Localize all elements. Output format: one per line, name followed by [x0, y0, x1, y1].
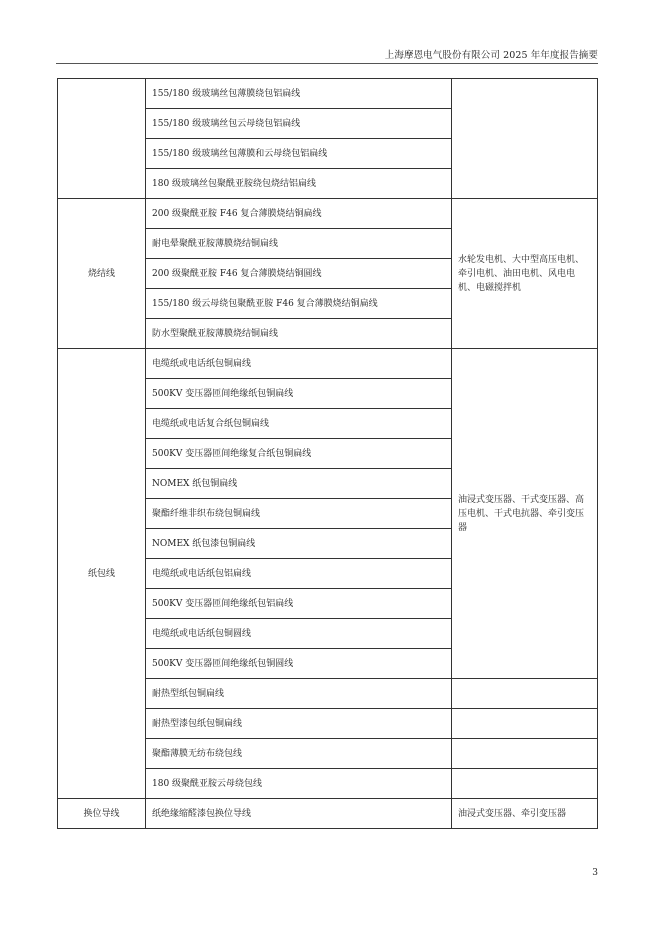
application-cell-empty: [452, 709, 598, 739]
product-cell: NOMEX 纸包漆包铜扁线: [146, 529, 452, 559]
product-cell: 纸绝缘缩醛漆包换位导线: [146, 799, 452, 829]
table-row: [58, 199, 598, 229]
product-cell: 500KV 变压器匝间绝缘复合纸包铜扁线: [146, 439, 452, 469]
category-cell-transposed: 换位导线: [58, 799, 146, 829]
product-cell: 155/180 级玻璃丝包薄膜绕包铝扁线: [146, 79, 452, 109]
application-cell-empty: [452, 679, 598, 709]
product-cell: 500KV 变压器匝间绝缘纸包铜扁线: [146, 379, 452, 409]
application-cell-paper: 油浸式变压器、干式变压器、高压电机、干式电抗器、牵引变压器: [452, 349, 598, 679]
application-cell-transposed: 油浸式变压器、牵引变压器: [452, 799, 598, 829]
table-row: [58, 349, 598, 379]
product-cell: 500KV 变压器匝间绝缘纸包铜圆线: [146, 649, 452, 679]
product-cell: 电缆纸或电话复合纸包铜扁线: [146, 409, 452, 439]
product-cell: 聚酯纤维非织布绕包铜扁线: [146, 499, 452, 529]
table-row: [58, 79, 598, 109]
product-cell: 180 级玻璃丝包聚酰亚胺绕包烧结铝扁线: [146, 169, 452, 199]
product-cell: 200 级聚酰亚胺 F46 复合薄膜烧结铜圆线: [146, 259, 452, 289]
product-cell: 155/180 级玻璃丝包云母绕包铝扁线: [146, 109, 452, 139]
product-cell: 耐热型漆包纸包铜扁线: [146, 709, 452, 739]
product-cell: 200 级聚酰亚胺 F46 复合薄膜烧结铜扁线: [146, 199, 452, 229]
page-number: 3: [592, 868, 598, 878]
category-cell-paper: 纸包线: [58, 349, 146, 799]
product-cell: 电缆纸或电话纸包铜圆线: [146, 619, 452, 649]
product-cell: 电缆纸或电话纸包铜扁线: [146, 349, 452, 379]
category-cell-sintered: 烧结线: [58, 199, 146, 349]
table-row: [58, 799, 598, 829]
product-cell: 耐热型纸包铜扁线: [146, 679, 452, 709]
report-header-title: 上海摩恩电气股份有限公司 2025 年年度报告摘要: [384, 50, 598, 61]
application-cell-empty: [452, 769, 598, 799]
product-cell: 180 级聚酰亚胺云母绕包线: [146, 769, 452, 799]
product-cell: 防水型聚酰亚胺薄膜烧结铜扁线: [146, 319, 452, 349]
product-cell: 聚酯薄膜无纺布绕包线: [146, 739, 452, 769]
product-cell: NOMEX 纸包铜扁线: [146, 469, 452, 499]
product-cell: 耐电晕聚酰亚胺薄膜烧结铜扁线: [146, 229, 452, 259]
category-cell-empty: [58, 79, 146, 199]
application-cell-empty: [452, 739, 598, 769]
product-cell: 500KV 变压器匝间绝缘纸包铝扁线: [146, 589, 452, 619]
product-table: [57, 78, 598, 829]
header-divider: [56, 63, 598, 64]
product-cell: 155/180 级云母绕包聚酰亚胺 F46 复合薄膜烧结铜扁线: [146, 289, 452, 319]
application-cell-empty: [452, 79, 598, 199]
product-cell: 电缆纸或电话纸包铝扁线: [146, 559, 452, 589]
product-cell: 155/180 级玻璃丝包薄膜和云母绕包铝扁线: [146, 139, 452, 169]
application-cell-sintered: 水轮发电机、大中型高压电机、牵引电机、油田电机、风电电机、电磁搅拌机: [452, 199, 598, 349]
